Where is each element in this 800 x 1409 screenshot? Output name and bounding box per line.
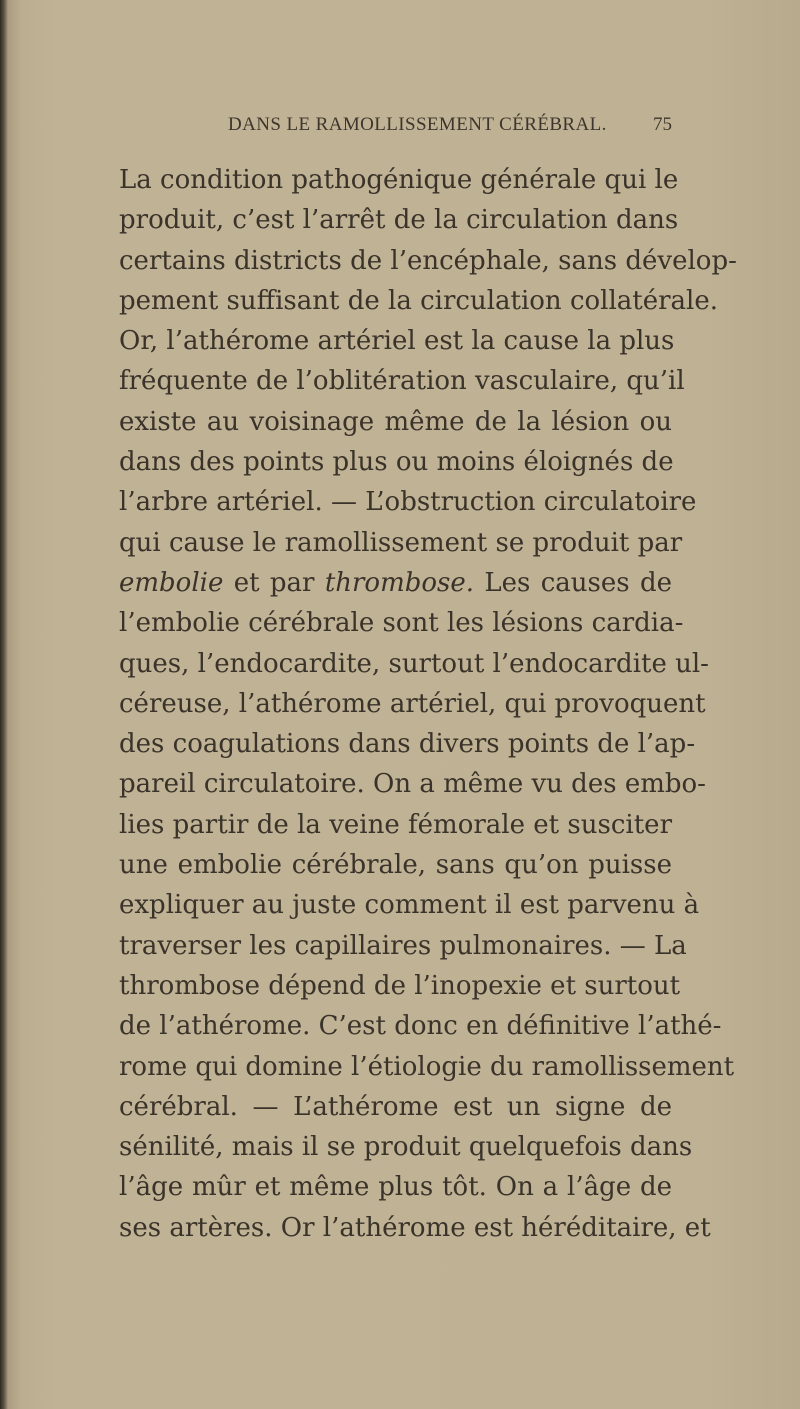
text-line: qui cause le ramollissement se produit par: [119, 527, 683, 558]
text-line: pement suffisant de la circulation collatérale.: [119, 285, 719, 316]
text-line: céreuse, l’athérome artériel, qui provoquent: [119, 688, 706, 719]
text-line: fréquente de l’oblitération vasculaire, qu’il: [119, 366, 685, 397]
running-title: DANS LE RAMOLLISSEMENT CÉRÉBRAL.: [228, 114, 607, 135]
body-text: [119, 160, 737, 1248]
text-line: certains districts de l’encéphale, sans dévelop-: [119, 245, 737, 276]
text-line: une embolie cérébrale, sans qu’on puisse: [119, 850, 672, 881]
italic-term-embolie: embolie: [119, 567, 224, 598]
page-header: [119, 114, 672, 144]
text-line: des coagulations dans divers points de l’ap-: [119, 729, 696, 760]
text-line: La condition pathogénique générale qui le: [119, 165, 679, 195]
text-line: sénilité, mais il se produit quelquefois dans: [119, 1132, 693, 1163]
text-fragment: et par: [223, 567, 325, 598]
text-line-with-italics: [119, 563, 672, 603]
text-line: l’âge mûr et même plus tôt. On a l’âge de: [119, 1172, 672, 1203]
text-line: rome qui domine l’étiologie du ramollissement: [119, 1051, 735, 1082]
text-line: pareil circulatoire. On a même vu des embo-: [119, 769, 706, 800]
text-line: cérébral. — L’athérome est un signe de: [119, 1091, 672, 1122]
text-fragment: Les causes de: [474, 567, 672, 598]
page-number: 75: [653, 114, 672, 135]
text-line: produit, c’est l’arrêt de la circulation dans: [119, 205, 679, 236]
text-line: l’embolie cérébrale sont les lésions cardia-: [119, 608, 684, 639]
italic-term-thrombose: thrombose.: [324, 567, 475, 598]
text-line: ques, l’endocardite, surtout l’endocardite ul-: [119, 648, 709, 679]
text-line: ses artères. Or l’athérome est héréditaire, et: [119, 1212, 711, 1243]
text-line: expliquer au juste comment il est parvenu à: [119, 890, 700, 921]
binding-edge: [0, 0, 8, 1409]
text-line: existe au voisinage même de la lésion ou: [119, 406, 672, 437]
text-line: lies partir de la veine fémorale et susciter: [119, 809, 672, 840]
text-line: Or, l’athérome artériel est la cause la plus: [119, 326, 675, 357]
text-line: thrombose dépend de l’inopexie et surtout: [119, 970, 681, 1001]
text-line: de l’athérome. C’est donc en définitive l’athé-: [119, 1011, 722, 1042]
text-line: l’arbre artériel. — L’obstruction circulatoire: [119, 487, 697, 518]
text-line: traverser les capillaires pulmonaires. — La: [119, 930, 687, 961]
text-line: dans des points plus ou moins éloignés de: [119, 447, 674, 478]
